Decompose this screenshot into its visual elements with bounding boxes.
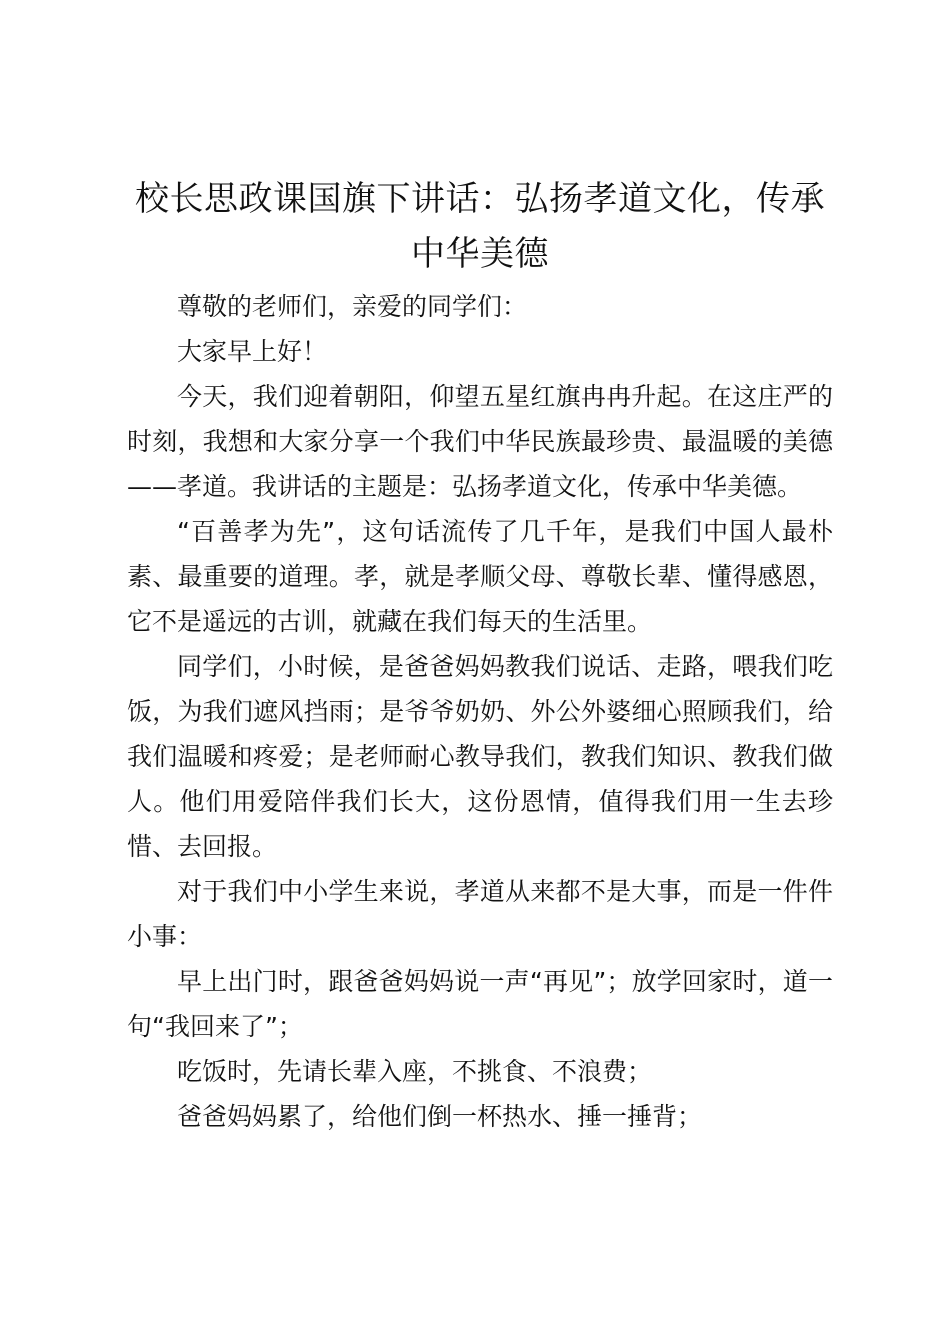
paragraph-greeting: 尊敬的老师们，亲爱的同学们：: [177, 292, 528, 321]
paragraph-filial-piety: “百善孝为先”，这句话流传了几千年，是我们中国人最朴素、最重要的道理。孝，就是孝顺父母、尊敬长辈、懂得感恩，它不是遥远的古训，就藏在我们每天的生活里。: [127, 517, 833, 636]
paragraph-small-things: 对于我们中小学生来说，孝道从来都不是大事，而是一件件小事：: [127, 877, 833, 951]
paragraph-good-morning: 大家早上好！: [177, 337, 328, 366]
paragraph-theme: 今天，我们迎着朝阳，仰望五星红旗冉冉升起。在这庄严的时刻，我想和大家分享一个我们中华民族最珍贵、最温暖的美德——孝道。我讲话的主题是：弘扬孝道文化，传承中华美德。: [127, 382, 833, 501]
paragraph-example-meal: 吃饭时，先请长辈入座，不挑食、不浪费；: [177, 1057, 653, 1086]
paragraph-example-care: 爸爸妈妈累了，给他们倒一杯热水、捶一捶背；: [177, 1102, 703, 1131]
paragraph-example-greeting: 早上出门时，跟爸爸妈妈说一声“再见”；放学回家时，道一句“我回来了”；: [127, 967, 833, 1041]
document-title: 校长思政课国旗下讲话：弘扬孝道文化，传承中华美德: [135, 179, 825, 274]
paragraph-gratitude: 同学们，小时候，是爸爸妈妈教我们说话、走路，喂我们吃饭，为我们遮风挡雨；是爷爷奶奶、外公外婆细心照顾我们，给我们温暖和疼爱；是老师耐心教导我们，教我们知识、教我们做人。他们用爱陪伴我们长大，这份恩情，值得我们用一生去珍惜、去回报。: [127, 652, 833, 861]
document-body: [127, 284, 833, 1139]
document-page: [127, 172, 833, 1139]
